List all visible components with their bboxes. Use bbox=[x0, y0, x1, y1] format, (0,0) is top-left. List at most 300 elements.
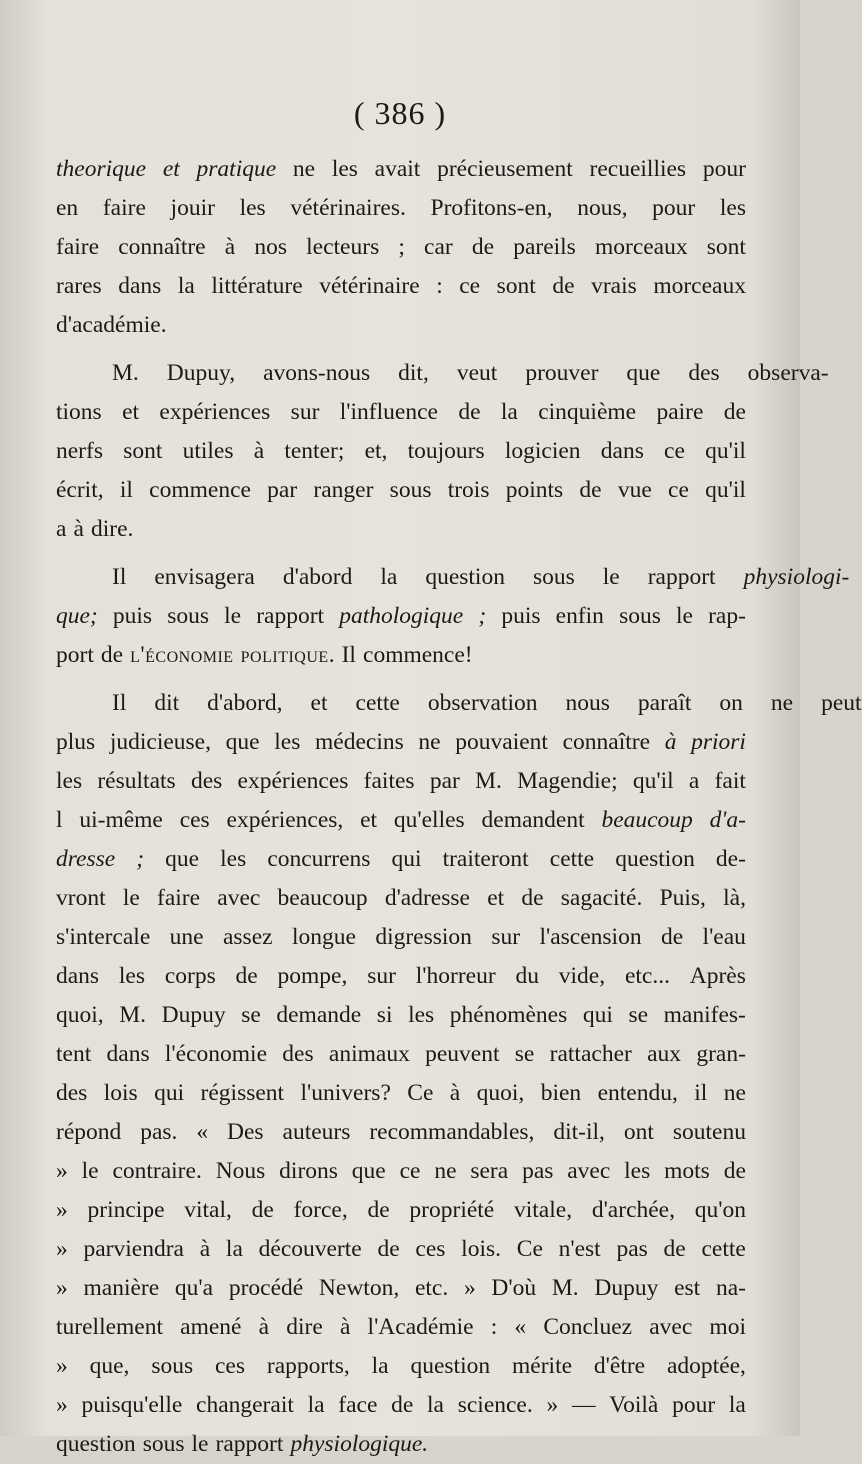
word: les bbox=[239, 195, 266, 221]
text-line bbox=[56, 189, 746, 228]
page-number: ( 386 ) bbox=[353, 95, 447, 131]
word: le bbox=[81, 1158, 99, 1184]
word: soutenu bbox=[672, 1119, 746, 1145]
word: » bbox=[56, 1392, 68, 1418]
word: l'eau bbox=[702, 924, 746, 950]
text-line bbox=[56, 801, 746, 840]
word: vue bbox=[617, 477, 652, 503]
word: entendu, bbox=[597, 1080, 678, 1106]
word: l'ascension bbox=[539, 924, 642, 950]
word: vétérinaire bbox=[319, 273, 420, 299]
word: cette bbox=[355, 690, 400, 716]
word: puis bbox=[501, 603, 541, 629]
word: nous bbox=[565, 690, 610, 716]
word: d'a- bbox=[709, 807, 746, 833]
word: plus bbox=[56, 729, 96, 755]
text-line bbox=[56, 354, 829, 393]
word: précieusement bbox=[437, 156, 573, 182]
word: bien bbox=[540, 1080, 582, 1106]
word: rares bbox=[56, 273, 102, 299]
word: priori bbox=[691, 729, 746, 755]
word: de bbox=[100, 642, 124, 668]
word: et bbox=[360, 807, 378, 833]
text-line bbox=[56, 306, 746, 345]
word: faire bbox=[56, 234, 100, 260]
word: avec bbox=[217, 885, 261, 911]
word: pas bbox=[616, 1236, 648, 1262]
word: turellement bbox=[56, 1314, 164, 1340]
word: médecins bbox=[315, 729, 404, 755]
word: la bbox=[500, 399, 518, 425]
word: que bbox=[351, 1158, 386, 1184]
word: beaucoup bbox=[277, 885, 368, 911]
word: de bbox=[723, 399, 746, 425]
word: à bbox=[258, 1314, 270, 1340]
word: l'influence bbox=[339, 399, 438, 425]
word: traiteront bbox=[442, 846, 529, 872]
word: vrais bbox=[591, 273, 637, 299]
word: ; bbox=[478, 603, 487, 629]
word: dit, bbox=[398, 360, 429, 386]
word: est bbox=[674, 1275, 701, 1301]
word: auteurs bbox=[282, 1119, 351, 1145]
word: Il bbox=[112, 690, 127, 716]
word: et bbox=[162, 156, 180, 182]
text-line bbox=[56, 723, 746, 762]
word: que; bbox=[56, 603, 98, 629]
word: etc... bbox=[624, 963, 670, 989]
word: question bbox=[410, 1353, 491, 1379]
word: vide, bbox=[558, 963, 606, 989]
word: on bbox=[719, 690, 743, 716]
word: s'intercale bbox=[56, 924, 151, 950]
word: ne bbox=[292, 156, 316, 182]
word: logicien bbox=[504, 438, 581, 464]
word: n'est bbox=[558, 1236, 601, 1262]
word: ces bbox=[179, 807, 210, 833]
word: le bbox=[675, 603, 693, 629]
word: la bbox=[380, 564, 398, 590]
word: nerfs bbox=[56, 438, 103, 464]
word: la bbox=[427, 1392, 444, 1418]
word: la bbox=[225, 1236, 243, 1262]
word: Des bbox=[227, 1119, 264, 1145]
word: à bbox=[449, 1080, 461, 1106]
word: et bbox=[487, 885, 505, 911]
word: question bbox=[56, 1431, 136, 1457]
word: avait bbox=[374, 156, 421, 182]
word: des bbox=[688, 360, 720, 386]
word: Concluez bbox=[543, 1314, 633, 1340]
word: concurrens bbox=[267, 846, 371, 872]
word: na- bbox=[715, 1275, 746, 1301]
word: enfin bbox=[555, 603, 604, 629]
text-line bbox=[56, 1425, 746, 1464]
word: sont bbox=[706, 234, 746, 260]
word: paire bbox=[656, 399, 704, 425]
text-line bbox=[56, 228, 746, 267]
word: expériences bbox=[159, 399, 271, 425]
word: pareils bbox=[513, 234, 576, 260]
word: ui-même bbox=[79, 807, 163, 833]
word: science. bbox=[457, 1392, 533, 1418]
word: assez bbox=[222, 924, 273, 950]
word: de bbox=[458, 399, 481, 425]
text-line bbox=[56, 393, 746, 432]
word: points bbox=[505, 477, 564, 503]
text-line bbox=[56, 762, 746, 801]
word: manière bbox=[83, 1275, 160, 1301]
word: adoptée, bbox=[666, 1353, 746, 1379]
text-line bbox=[56, 1308, 746, 1347]
word: » bbox=[463, 1275, 476, 1301]
word: les bbox=[624, 1158, 651, 1184]
word: Il bbox=[341, 642, 356, 668]
word: du bbox=[515, 963, 539, 989]
word: les bbox=[331, 156, 358, 182]
word: dresse bbox=[56, 846, 116, 872]
word: l'univers? bbox=[300, 1080, 391, 1106]
word: dit bbox=[154, 690, 180, 716]
word: M. bbox=[475, 768, 502, 794]
word: Newton, bbox=[318, 1275, 400, 1301]
text-line bbox=[56, 1230, 746, 1269]
word: l bbox=[56, 807, 63, 833]
word: pour bbox=[652, 195, 696, 221]
word: de bbox=[251, 1197, 274, 1223]
word: nos bbox=[254, 234, 287, 260]
word: longue bbox=[291, 924, 356, 950]
text-line bbox=[56, 840, 746, 879]
word: résultats bbox=[97, 768, 176, 794]
word: rattacher bbox=[549, 1041, 632, 1067]
word: dire bbox=[286, 1314, 323, 1340]
word: lecteurs bbox=[306, 234, 380, 260]
word: à bbox=[339, 1314, 351, 1340]
word: Nous bbox=[215, 1158, 266, 1184]
word: morceaux bbox=[653, 273, 746, 299]
word: port bbox=[56, 642, 94, 668]
text-line bbox=[56, 1152, 746, 1191]
word: » bbox=[56, 1236, 68, 1262]
word: dire. bbox=[90, 516, 134, 542]
word: dirons bbox=[279, 1158, 338, 1184]
text-line bbox=[56, 684, 862, 723]
text-line bbox=[56, 636, 746, 675]
word: Ce bbox=[516, 1236, 543, 1262]
word: qu'on bbox=[694, 1197, 746, 1223]
word: ce bbox=[459, 273, 481, 299]
word: l'Académie bbox=[367, 1314, 474, 1340]
word: D'où bbox=[491, 1275, 537, 1301]
word: dans bbox=[56, 963, 100, 989]
word: sur bbox=[491, 924, 521, 950]
word: le bbox=[191, 1431, 209, 1457]
word: pas. bbox=[140, 1119, 178, 1145]
word: faire bbox=[102, 195, 146, 221]
word: ne bbox=[434, 1158, 457, 1184]
text-line bbox=[56, 1191, 746, 1230]
word: des bbox=[56, 1080, 88, 1106]
word: pour bbox=[702, 156, 746, 182]
word: corps bbox=[164, 963, 216, 989]
word: morceaux bbox=[594, 234, 688, 260]
word: sous bbox=[389, 477, 432, 503]
word: il bbox=[694, 1080, 708, 1106]
word: trois bbox=[447, 477, 490, 503]
word: gran- bbox=[696, 1041, 746, 1067]
word: que bbox=[225, 729, 260, 755]
word: face bbox=[338, 1392, 378, 1418]
word: etc. bbox=[414, 1275, 449, 1301]
text-line bbox=[56, 996, 746, 1035]
word: à bbox=[199, 1236, 211, 1262]
word: demande bbox=[276, 1002, 362, 1028]
word: pour bbox=[672, 1392, 716, 1418]
word: peuvent bbox=[425, 1041, 500, 1067]
word: moi bbox=[709, 1314, 746, 1340]
word: sous bbox=[619, 603, 661, 629]
word: le bbox=[602, 564, 620, 590]
word: il bbox=[119, 477, 133, 503]
word: avons-nous bbox=[263, 360, 371, 386]
word: ce bbox=[668, 477, 689, 503]
word: vitale, bbox=[514, 1197, 573, 1223]
word: Dupuy bbox=[594, 1275, 659, 1301]
text-line bbox=[56, 957, 746, 996]
word: l'horreur bbox=[415, 963, 496, 989]
word: qui bbox=[154, 1080, 185, 1106]
word: » bbox=[56, 1353, 68, 1379]
word: qu'il bbox=[705, 438, 746, 464]
word: politique. bbox=[240, 642, 335, 668]
word: judicieuse, bbox=[109, 729, 211, 755]
word: en bbox=[56, 195, 79, 221]
word: tent bbox=[56, 1041, 92, 1067]
word: par bbox=[429, 768, 460, 794]
word: connaître bbox=[562, 729, 651, 755]
word: quoi, bbox=[476, 1080, 525, 1106]
word: aux bbox=[647, 1041, 682, 1067]
word: par bbox=[267, 477, 298, 503]
word: d'académie. bbox=[56, 312, 167, 338]
word: d'abord bbox=[282, 564, 353, 590]
word: l'économie bbox=[164, 1041, 268, 1067]
word: vront bbox=[56, 885, 106, 911]
word: les bbox=[56, 768, 83, 794]
word: sur bbox=[290, 399, 320, 425]
word: le bbox=[122, 885, 140, 911]
word: sous bbox=[167, 603, 209, 629]
word: rapport bbox=[256, 603, 325, 629]
word: rapport bbox=[647, 564, 716, 590]
word: mots bbox=[664, 1158, 710, 1184]
word: qu'elles bbox=[393, 807, 465, 833]
word: Dupuy, bbox=[166, 360, 236, 386]
text-line bbox=[56, 1074, 746, 1113]
word: à bbox=[253, 438, 265, 464]
word: question bbox=[425, 564, 505, 590]
word: principe bbox=[87, 1197, 165, 1223]
word: se bbox=[628, 1002, 649, 1028]
word: pouvaient bbox=[455, 729, 548, 755]
word: qui bbox=[582, 1002, 613, 1028]
word: se bbox=[241, 1002, 261, 1028]
word: les bbox=[719, 195, 746, 221]
text-line bbox=[56, 1386, 746, 1425]
word: digression bbox=[375, 924, 472, 950]
word: M. bbox=[119, 1002, 147, 1028]
word: dans bbox=[600, 438, 644, 464]
word: Voilà bbox=[609, 1392, 659, 1418]
word: M. bbox=[112, 360, 139, 386]
word: sous bbox=[151, 1353, 194, 1379]
word: dans bbox=[118, 273, 162, 299]
word: à bbox=[664, 729, 677, 755]
word: les bbox=[220, 846, 247, 872]
word: tions bbox=[56, 399, 102, 425]
word: et bbox=[122, 399, 140, 425]
word: régissent bbox=[200, 1080, 285, 1106]
word: qui bbox=[391, 846, 422, 872]
text-line bbox=[56, 267, 746, 306]
word: rap- bbox=[708, 603, 746, 629]
word: » bbox=[56, 1158, 68, 1184]
word: ces bbox=[415, 1236, 446, 1262]
word: » bbox=[546, 1392, 559, 1418]
word: une bbox=[169, 924, 204, 950]
word: propriété bbox=[409, 1197, 495, 1223]
word: ne bbox=[418, 729, 441, 755]
word: parviendra bbox=[83, 1236, 184, 1262]
word: ces bbox=[214, 1353, 245, 1379]
word: cinquième bbox=[538, 399, 637, 425]
word: pathologique bbox=[339, 603, 464, 629]
word: de bbox=[723, 1158, 746, 1184]
word: cette bbox=[549, 846, 595, 872]
word: sagacité. bbox=[560, 885, 643, 911]
word: Après bbox=[689, 963, 746, 989]
word: beaucoup bbox=[601, 807, 693, 833]
text-line bbox=[56, 150, 746, 189]
word: l'économie bbox=[130, 642, 234, 668]
word: expériences, bbox=[226, 807, 344, 833]
word: fait bbox=[714, 768, 746, 794]
text-line bbox=[56, 471, 746, 510]
word: à bbox=[73, 516, 84, 542]
word: vital, bbox=[184, 1197, 232, 1223]
word: la bbox=[307, 1392, 325, 1418]
word: M. bbox=[551, 1275, 579, 1301]
word: theorique bbox=[56, 156, 147, 182]
word: des bbox=[190, 768, 223, 794]
word: phénomènes bbox=[449, 1002, 568, 1028]
word: tenter; bbox=[284, 438, 345, 464]
word: ; bbox=[398, 234, 405, 260]
word: » bbox=[56, 1197, 68, 1223]
text-line bbox=[56, 558, 850, 597]
word: de bbox=[663, 1236, 686, 1262]
word: d'archée, bbox=[591, 1197, 675, 1223]
text-line bbox=[56, 597, 746, 636]
text-line bbox=[56, 510, 746, 549]
word: de bbox=[552, 273, 575, 299]
word: faites bbox=[363, 768, 415, 794]
word: si bbox=[376, 1002, 393, 1028]
word: car bbox=[424, 234, 453, 260]
word: de bbox=[367, 1197, 390, 1223]
word: qu'il bbox=[632, 768, 674, 794]
word: la bbox=[728, 1392, 746, 1418]
word: amené bbox=[180, 1314, 242, 1340]
word: utiles bbox=[182, 438, 234, 464]
word: la bbox=[371, 1353, 389, 1379]
body-text bbox=[56, 150, 862, 1464]
word: dans bbox=[106, 1041, 150, 1067]
word: de bbox=[377, 1236, 400, 1262]
word: les bbox=[118, 963, 145, 989]
word: physiologique. bbox=[290, 1431, 429, 1457]
word: « bbox=[514, 1314, 527, 1340]
text-line bbox=[56, 1035, 746, 1074]
word: rapports, bbox=[266, 1353, 350, 1379]
word: cette bbox=[701, 1236, 746, 1262]
word: question bbox=[615, 846, 695, 872]
word: jouir bbox=[170, 195, 215, 221]
word: peut bbox=[821, 690, 862, 716]
word: de- bbox=[715, 846, 746, 872]
word: quoi, bbox=[56, 1002, 104, 1028]
word: » bbox=[56, 1275, 68, 1301]
text-line bbox=[56, 432, 746, 471]
word: faire bbox=[157, 885, 201, 911]
word: de bbox=[391, 1392, 414, 1418]
word: commence bbox=[149, 477, 251, 503]
word: sous bbox=[532, 564, 575, 590]
word: sous bbox=[142, 1431, 185, 1457]
word: a bbox=[56, 516, 67, 542]
word: pratique bbox=[196, 156, 277, 182]
word: d'abord, bbox=[207, 690, 283, 716]
word: Profitons-en, bbox=[430, 195, 553, 221]
word: sont bbox=[496, 273, 536, 299]
word: sera bbox=[470, 1158, 509, 1184]
word: observation bbox=[427, 690, 538, 716]
word: recueillies bbox=[589, 156, 687, 182]
word: ont bbox=[623, 1119, 654, 1145]
word: a bbox=[688, 768, 700, 794]
word: ne bbox=[723, 1080, 746, 1106]
word: toujours bbox=[407, 438, 485, 464]
word: ; bbox=[136, 846, 145, 872]
word: répond bbox=[56, 1119, 122, 1145]
word: de bbox=[660, 924, 684, 950]
word: — bbox=[571, 1392, 596, 1418]
word: que bbox=[626, 360, 661, 386]
word: de bbox=[471, 234, 495, 260]
word: de bbox=[235, 963, 258, 989]
word: la bbox=[177, 273, 195, 299]
text-line bbox=[56, 1113, 746, 1152]
word: commence! bbox=[363, 642, 473, 668]
word: expériences bbox=[237, 768, 349, 794]
word: lois. bbox=[461, 1236, 502, 1262]
word: écrit, bbox=[56, 477, 104, 503]
word: force, bbox=[293, 1197, 348, 1223]
word: Puis, bbox=[659, 885, 706, 911]
word: manifes- bbox=[663, 1002, 746, 1028]
word: les bbox=[274, 729, 301, 755]
